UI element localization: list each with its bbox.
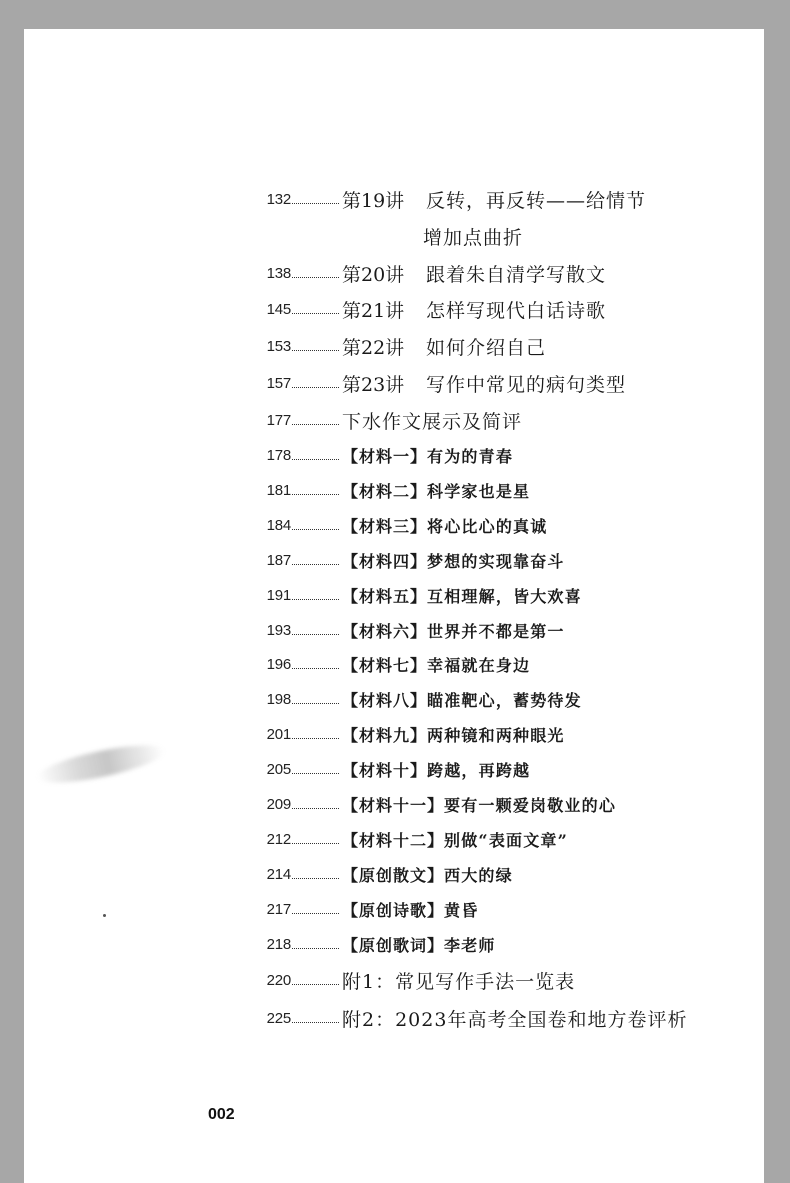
section-title: 下水作文展示及简评 <box>342 410 523 433</box>
lecture-title: 反转，再反转——给情节 <box>426 189 647 212</box>
dot-leader <box>292 597 339 600</box>
dot-leader <box>292 562 339 565</box>
lecture-label: 第21讲 <box>342 299 405 322</box>
dot-leader <box>292 275 339 278</box>
toc-page-number: 191 <box>266 586 291 604</box>
material-label: 【原创歌词】 <box>342 935 445 955</box>
toc-page-number: 201 <box>266 725 291 743</box>
dot-leader <box>292 348 339 351</box>
material-label: 【材料三】 <box>342 516 428 536</box>
toc-entry-material-10[interactable] <box>257 755 530 783</box>
material-label: 【材料九】 <box>342 725 428 745</box>
toc-page-number: 157 <box>266 374 291 392</box>
dot-leader <box>292 457 339 460</box>
toc-page-number: 181 <box>266 481 291 499</box>
material-label: 【材料七】 <box>342 655 428 675</box>
toc-page-number: 178 <box>266 446 291 464</box>
dot-leader <box>292 632 339 635</box>
material-title: 瞄准靶心，蓄势待发 <box>427 690 582 710</box>
book-page <box>24 29 764 1183</box>
dot-leader <box>292 527 339 530</box>
material-title: 西大的绿 <box>444 865 513 885</box>
dot-leader <box>292 201 339 204</box>
toc-entry-material-7[interactable] <box>257 650 530 678</box>
material-title: 互相理解，皆大欢喜 <box>427 586 582 606</box>
material-title: 幸福就在身边 <box>427 655 531 675</box>
toc-entry-original-poem[interactable] <box>257 895 478 923</box>
toc-page-number: 153 <box>266 337 291 355</box>
dot-leader <box>292 771 339 774</box>
lecture-title: 写作中常见的病句类型 <box>426 373 627 396</box>
toc-entry-material-1[interactable] <box>257 441 513 469</box>
toc-entry-material-5[interactable] <box>257 581 582 609</box>
dot-leader <box>292 806 339 809</box>
lecture-label: 第20讲 <box>342 263 405 286</box>
toc-page-number: 205 <box>266 760 291 778</box>
material-label: 【原创诗歌】 <box>342 900 445 920</box>
material-label: 【材料一】 <box>342 446 428 466</box>
material-label: 【材料六】 <box>342 621 428 641</box>
material-label: 【材料五】 <box>342 586 428 606</box>
dot-leader <box>292 876 339 879</box>
material-title: 要有一颗爱岗敬业的心 <box>444 795 617 815</box>
toc-page-number: 198 <box>266 690 291 708</box>
material-title: 科学家也是星 <box>427 481 531 501</box>
toc-page-number: 209 <box>266 795 291 813</box>
page-smudge <box>35 738 168 790</box>
dot-leader <box>292 736 339 739</box>
material-label: 【材料二】 <box>342 481 428 501</box>
toc-page-number: 132 <box>266 190 291 208</box>
toc-entry-material-6[interactable] <box>257 616 565 644</box>
toc-entry-original-prose[interactable] <box>257 860 513 888</box>
dot-leader <box>292 1020 339 1023</box>
toc-page-number: 177 <box>266 411 291 429</box>
toc-page-number: 187 <box>266 551 291 569</box>
toc-entry-material-12[interactable] <box>257 825 568 853</box>
material-title: 梦想的实现靠奋斗 <box>427 551 565 571</box>
dot-leader <box>292 911 339 914</box>
toc-page-number: 212 <box>266 830 291 848</box>
material-title: 两种镜和两种眼光 <box>427 725 565 745</box>
lecture-label: 第19讲 <box>342 189 405 212</box>
toc-entry-lecture-19[interactable] <box>257 185 646 213</box>
toc-page-number: 218 <box>266 935 291 953</box>
lecture-title: 如何介绍自己 <box>426 336 547 359</box>
lecture-title-continuation: 增加点曲折 <box>423 227 524 249</box>
lecture-title: 怎样写现代白话诗歌 <box>426 299 607 322</box>
dot-leader <box>292 492 339 495</box>
material-label: 【材料八】 <box>342 690 428 710</box>
appendix-title: 附1：常见写作手法一览表 <box>342 970 576 993</box>
toc-page-number: 214 <box>266 865 291 883</box>
toc-page-number: 217 <box>266 900 291 918</box>
material-title: 有为的青春 <box>427 446 514 466</box>
dot-leader <box>292 422 339 425</box>
material-title: 李老师 <box>444 935 496 955</box>
page-speck <box>103 914 106 917</box>
toc-page-number: 220 <box>266 971 291 989</box>
material-title: 世界并不都是第一 <box>427 621 565 641</box>
toc-entry-material-2[interactable] <box>257 476 530 504</box>
lecture-label: 第22讲 <box>342 336 405 359</box>
toc-page-number: 138 <box>266 264 291 282</box>
dot-leader <box>292 982 339 985</box>
toc-entry-appendix-1[interactable] <box>257 966 575 994</box>
material-label: 【材料四】 <box>342 551 428 571</box>
toc-entry-material-9[interactable] <box>257 720 565 748</box>
material-title: 跨越，再跨越 <box>427 760 531 780</box>
dot-leader <box>292 666 339 669</box>
toc-page-number: 145 <box>266 300 291 318</box>
toc-page-number: 196 <box>266 655 291 673</box>
dot-leader <box>292 385 339 388</box>
dot-leader <box>292 311 339 314</box>
material-label: 【材料十】 <box>342 760 428 780</box>
toc-entry-appendix-2[interactable] <box>257 1004 687 1032</box>
material-title: 将心比心的真诚 <box>427 516 548 536</box>
dot-leader <box>292 841 339 844</box>
material-label: 【原创散文】 <box>342 865 445 885</box>
toc-entry-section[interactable] <box>257 406 522 434</box>
lecture-label: 第23讲 <box>342 373 405 396</box>
material-label: 【材料十二】 <box>342 830 445 850</box>
table-of-contents <box>257 29 737 1129</box>
toc-entry-material-11[interactable] <box>257 790 616 818</box>
toc-entry-original-lyrics[interactable] <box>257 930 496 958</box>
lecture-title: 跟着朱自清学写散文 <box>426 263 607 286</box>
appendix-title: 附2：2023年高考全国卷和地方卷评析 <box>342 1008 688 1031</box>
dot-leader <box>292 946 339 949</box>
dot-leader <box>292 701 339 704</box>
toc-entry-material-3[interactable] <box>257 511 547 539</box>
material-label: 【材料十一】 <box>342 795 445 815</box>
toc-page-number: 184 <box>266 516 291 534</box>
toc-entry-lecture-22[interactable] <box>257 332 546 360</box>
toc-page-number: 193 <box>266 621 291 639</box>
page-number: 002 <box>208 1106 235 1123</box>
toc-entry-material-8[interactable] <box>257 685 582 713</box>
material-title: 黄昏 <box>444 900 479 920</box>
toc-entry-lecture-23[interactable] <box>257 369 626 397</box>
toc-entry-material-4[interactable] <box>257 546 565 574</box>
toc-entry-lecture-21[interactable] <box>257 295 606 323</box>
toc-page-number: 225 <box>266 1009 291 1027</box>
material-title: 别做“表面文章” <box>444 830 569 850</box>
toc-entry-lecture-20[interactable] <box>257 259 606 287</box>
